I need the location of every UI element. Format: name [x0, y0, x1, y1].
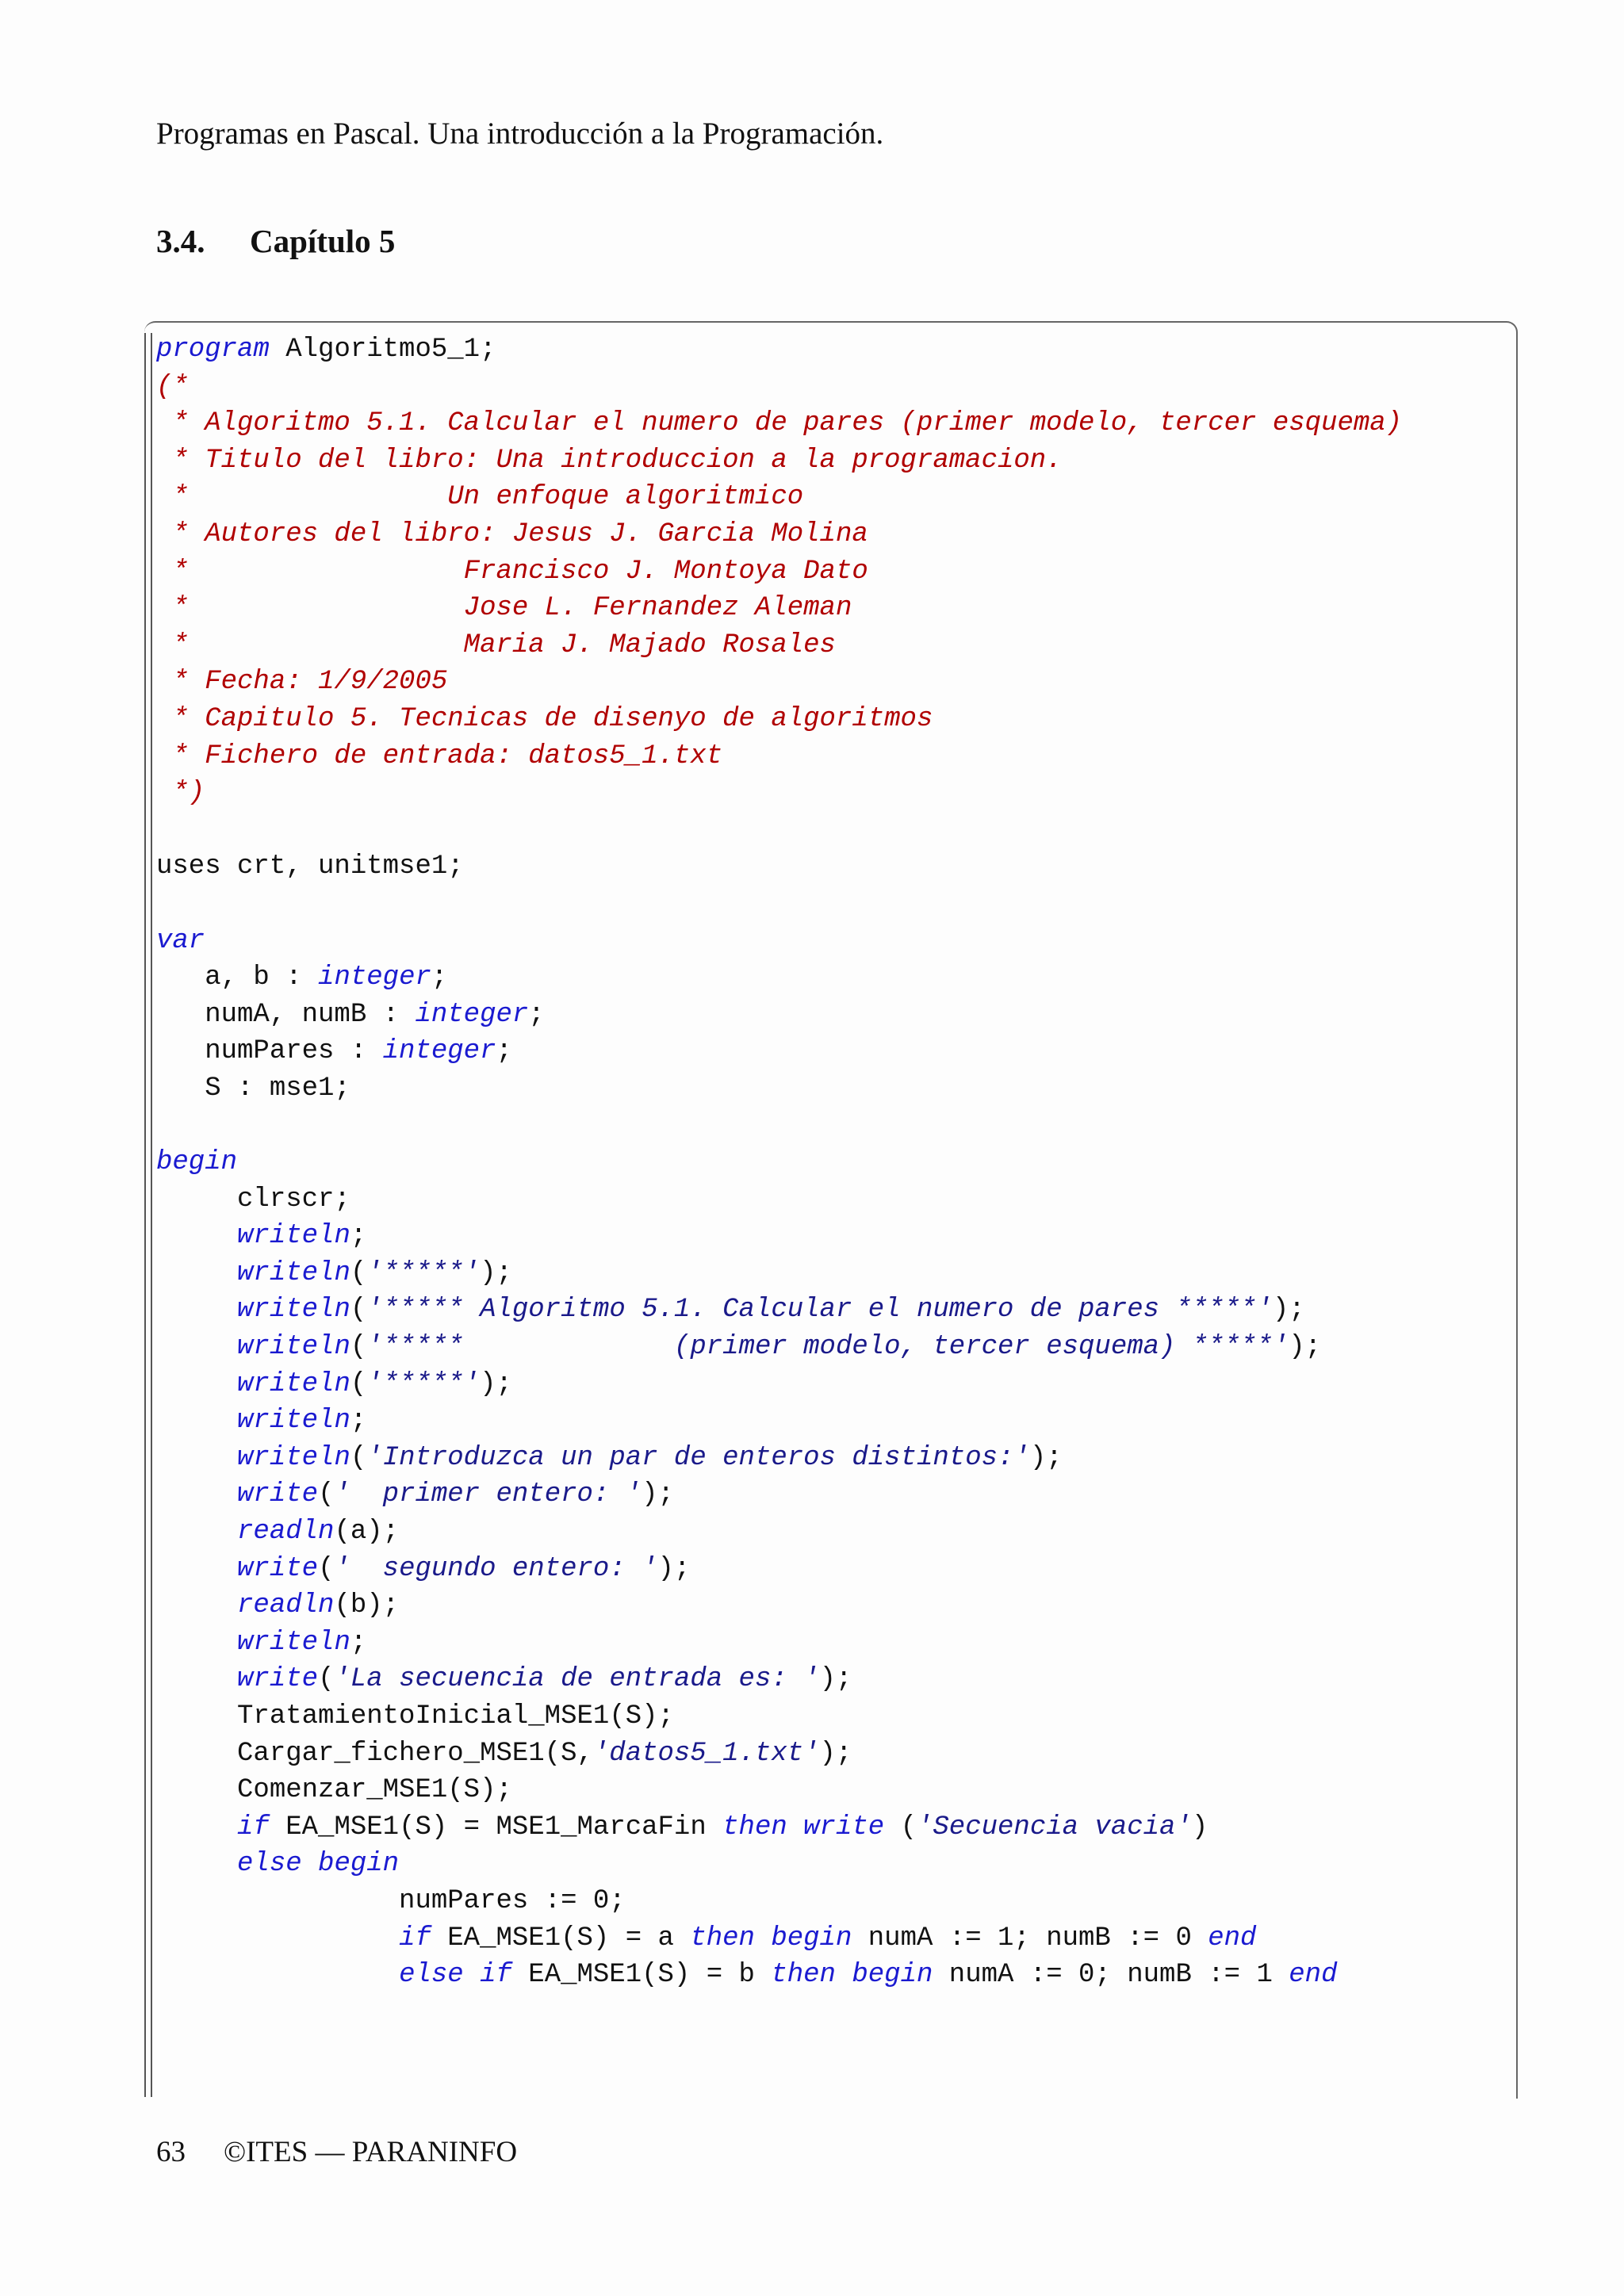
code-keyword: integer: [415, 999, 529, 1030]
code-line: [156, 479, 1504, 516]
code-text: numA := 1; numB := 0: [852, 1923, 1208, 1954]
code-keyword: writeln: [237, 1295, 350, 1326]
page-number: 63: [156, 2136, 186, 2168]
code-keyword: integer: [382, 1036, 496, 1067]
code-text: [156, 1517, 237, 1547]
code-text: );: [819, 1738, 852, 1769]
code-string: 'datos5_1.txt': [592, 1738, 820, 1769]
code-keyword: writeln: [237, 1627, 350, 1658]
code-line: [156, 1292, 1504, 1329]
code-string: '***** (primer modelo, tercer esquema) *****': [366, 1332, 1289, 1363]
code-line: [156, 1218, 1504, 1255]
code-line: [156, 553, 1504, 591]
listing-border-left-inner: [151, 333, 152, 2097]
code-text: ;: [528, 999, 545, 1030]
code-text: (: [350, 1368, 367, 1399]
code-line: [156, 1624, 1504, 1662]
code-text: );: [657, 1553, 691, 1584]
code-text: TratamientoInicial_MSE1(S);: [156, 1701, 674, 1732]
code-string: '***** Algoritmo 5.1. Calcular el numero de pares *****': [366, 1295, 1273, 1326]
code-line: [156, 997, 1504, 1034]
code-line: [156, 1181, 1504, 1219]
code-text: (b);: [334, 1590, 400, 1621]
code-text: ;: [350, 1406, 367, 1437]
code-keyword: writeln: [237, 1221, 350, 1252]
code-text: ;: [350, 1221, 367, 1252]
code-text: );: [1029, 1442, 1063, 1473]
code-line: [156, 1107, 1504, 1144]
code-text: [156, 1664, 237, 1694]
code-comment: * Fecha: 1/9/2005: [156, 667, 448, 698]
code-string: 'Introduzca un par de enteros distintos:': [366, 1442, 1030, 1473]
code-comment: * Algoritmo 5.1. Calcular el numero de pares (primer modelo, tercer esquema): [156, 408, 1403, 439]
code-line: [156, 1846, 1504, 1883]
code-comment: *): [156, 778, 205, 809]
code-line: [156, 812, 1504, 849]
code-text: );: [480, 1368, 512, 1399]
code-line: [156, 1440, 1504, 1477]
code-keyword: readln: [237, 1590, 335, 1621]
code-line: [156, 1587, 1504, 1624]
code-text: ;: [350, 1627, 367, 1658]
code-text: [156, 1443, 237, 1473]
code-text: (: [318, 1479, 335, 1510]
code-keyword: end: [1208, 1923, 1257, 1954]
code-keyword: write: [237, 1664, 319, 1695]
code-line: [156, 848, 1504, 886]
code-text: [156, 1295, 237, 1325]
code-line: [156, 1661, 1504, 1698]
code-line: [156, 1513, 1504, 1551]
code-keyword: then begin: [690, 1923, 852, 1954]
section-number: 3.4.: [156, 223, 205, 259]
code-line: [156, 664, 1504, 701]
code-line: [156, 1402, 1504, 1440]
code-keyword: if: [399, 1923, 431, 1954]
code-listing: [156, 331, 1504, 1994]
code-line: [156, 886, 1504, 923]
code-text: EA_MSE1(S) = MSE1_MarcaFin: [269, 1812, 723, 1843]
code-string: 'Secuencia vacia': [917, 1812, 1192, 1843]
code-line: [156, 1476, 1504, 1513]
code-line: [156, 331, 1504, 369]
code-text: );: [480, 1257, 512, 1288]
code-text: [156, 1812, 237, 1843]
code-keyword: write: [237, 1479, 319, 1510]
code-string: ' primer entero: ': [334, 1479, 642, 1510]
code-keyword: writeln: [237, 1257, 350, 1288]
code-text: Cargar_fichero_MSE1(S,: [156, 1738, 593, 1769]
section-title: Capítulo 5: [250, 223, 396, 259]
code-text: [156, 1221, 237, 1251]
code-text: EA_MSE1(S) = a: [431, 1923, 691, 1954]
code-string: 'La secuencia de entrada es: ': [334, 1664, 820, 1695]
code-text: a, b :: [156, 962, 319, 993]
code-keyword: readln: [237, 1517, 335, 1547]
code-keyword: writeln: [237, 1442, 350, 1473]
code-text: S : mse1;: [156, 1073, 350, 1104]
code-line: [156, 1883, 1504, 1920]
code-keyword: begin: [156, 1147, 238, 1178]
code-line: [156, 775, 1504, 812]
code-string: '*****': [366, 1368, 481, 1399]
code-text: numA := 0; numB := 1: [933, 1960, 1289, 1991]
code-keyword: writeln: [237, 1368, 350, 1399]
code-line: [156, 627, 1504, 664]
code-line: [156, 1033, 1504, 1070]
code-text: );: [1289, 1332, 1322, 1363]
code-line: [156, 442, 1504, 480]
code-text: clrscr;: [156, 1184, 350, 1215]
code-text: [156, 1960, 399, 1990]
code-text: (: [318, 1553, 335, 1584]
code-text: );: [1272, 1295, 1305, 1326]
code-line: [156, 516, 1504, 553]
code-keyword: if: [237, 1812, 270, 1843]
code-text: (: [350, 1442, 367, 1473]
code-comment: * Un enfoque algoritmico: [156, 482, 804, 513]
code-keyword: writeln: [237, 1332, 350, 1363]
code-line: [156, 1070, 1504, 1108]
code-text: [156, 1332, 237, 1362]
code-comment: * Fichero de entrada: datos5_1.txt: [156, 740, 723, 771]
code-line: [156, 1772, 1504, 1809]
code-line: [156, 405, 1504, 442]
code-text: [156, 1554, 237, 1584]
page-footer: [156, 2135, 517, 2169]
code-line: [156, 1920, 1504, 1957]
code-line: [156, 1957, 1504, 1994]
code-text: (: [350, 1332, 367, 1363]
code-line: [156, 1735, 1504, 1773]
section-heading: [156, 222, 395, 260]
code-text: (: [318, 1664, 335, 1695]
code-text: [156, 1369, 237, 1399]
code-comment: (*: [156, 371, 189, 402]
code-text: );: [819, 1664, 852, 1695]
code-text: Comenzar_MSE1(S);: [156, 1775, 512, 1806]
code-keyword: integer: [318, 962, 431, 993]
code-text: numA, numB :: [156, 999, 416, 1030]
code-text: [156, 1479, 237, 1510]
code-line: [156, 1255, 1504, 1292]
code-string: '*****': [366, 1257, 481, 1288]
code-line: [156, 738, 1504, 775]
code-text: (: [350, 1257, 367, 1288]
code-text: [156, 1590, 237, 1621]
code-line: [156, 959, 1504, 997]
running-head: Programas en Pascal. Una introducción a la Programación.: [156, 117, 884, 151]
code-text: [156, 1923, 399, 1954]
listing-border-left: [144, 333, 146, 2097]
code-keyword: then begin: [771, 1960, 933, 1991]
code-text: [156, 1258, 237, 1288]
code-text: numPares :: [156, 1036, 383, 1067]
code-line: [156, 1366, 1504, 1403]
code-line: [156, 1698, 1504, 1735]
code-comment: * Francisco J. Montoya Dato: [156, 556, 868, 587]
code-line: [156, 1809, 1504, 1846]
code-keyword: else if: [399, 1960, 512, 1991]
code-comment: * Titulo del libro: Una introduccion a la programacion.: [156, 445, 1063, 476]
code-text: (a);: [334, 1517, 400, 1547]
code-line: [156, 1551, 1504, 1588]
code-text: );: [642, 1479, 674, 1510]
code-line: [156, 1144, 1504, 1181]
code-text: ): [1191, 1812, 1208, 1843]
code-text: (: [350, 1295, 367, 1326]
code-keyword: end: [1289, 1960, 1338, 1991]
code-text: [156, 1849, 237, 1879]
code-keyword: writeln: [237, 1406, 350, 1437]
code-text: Algoritmo5_1;: [269, 335, 496, 365]
code-line: [156, 701, 1504, 738]
code-text: uses crt, unitmse1;: [156, 851, 464, 882]
code-string: ' segundo entero: ': [334, 1553, 658, 1584]
code-line: [156, 923, 1504, 960]
code-keyword: else begin: [237, 1849, 400, 1880]
code-line: [156, 369, 1504, 406]
code-keyword: program: [156, 335, 270, 365]
code-line: [156, 590, 1504, 627]
code-comment: * Capitulo 5. Tecnicas de disenyo de algoritmos: [156, 703, 933, 734]
code-text: numPares := 0;: [156, 1885, 626, 1916]
code-text: (: [884, 1812, 917, 1843]
code-keyword: then write: [722, 1812, 885, 1843]
code-comment: * Maria J. Majado Rosales: [156, 629, 836, 660]
code-text: EA_MSE1(S) = b: [511, 1960, 772, 1991]
code-comment: * Jose L. Fernandez Aleman: [156, 593, 852, 624]
copyright-notice: ©ITES — PARANINFO: [224, 2136, 518, 2168]
code-text: [156, 1628, 237, 1658]
code-keyword: var: [156, 925, 205, 956]
code-comment: * Autores del libro: Jesus J. Garcia Molina: [156, 519, 868, 549]
code-text: [156, 1406, 237, 1436]
code-line: [156, 1329, 1504, 1366]
code-text: ;: [496, 1036, 512, 1067]
code-keyword: write: [237, 1553, 319, 1584]
code-text: ;: [431, 962, 448, 993]
